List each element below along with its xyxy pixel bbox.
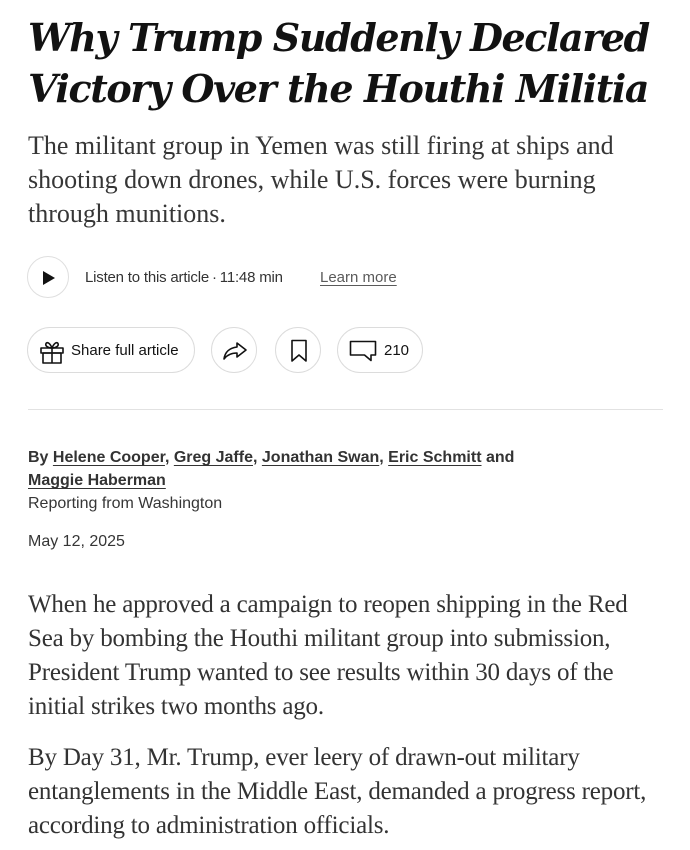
gift-icon [39,340,65,364]
comment-count: 210 [384,342,410,359]
bookmark-icon [290,339,308,363]
author-link[interactable]: Maggie Haberman [28,472,166,489]
comment-icon [349,340,377,362]
play-button[interactable] [27,256,69,298]
author-link[interactable]: Eric Schmitt [388,449,482,466]
author-link[interactable]: Jonathan Swan [261,449,380,466]
share-button[interactable] [211,327,257,373]
audio-duration: 11:48 min [219,269,283,286]
play-icon [42,270,56,286]
listen-label: Listen to this article [85,269,209,286]
save-button[interactable] [275,327,321,373]
article-paragraph: By Day 31, Mr. Trump, ever leery of drawn-out military entanglements in the Middle East, demanded a progress report, according to administration officials. [28,744,647,839]
listen-info [85,269,283,286]
comments-button[interactable] [337,327,423,373]
byline-conjunction: and [485,449,515,466]
article-toolbar [27,327,667,375]
learn-more-link[interactable]: Learn more [320,269,397,286]
audio-player [27,256,667,300]
byline-comma: , [379,449,384,466]
reporting-location: Reporting from Washington [28,495,223,512]
share-label: Share full article [71,342,179,359]
share-full-article-button[interactable] [27,327,195,373]
byline-comma: , [164,449,170,466]
publish-date: May 12, 2025 [28,533,125,550]
byline-prefix: By [28,449,49,466]
divider [28,409,663,410]
listen-separator: · [212,269,217,286]
article-summary: The militant group in Yemen was still firing at ships and shooting down drones, while U.S. forces were burning through munitions. [28,131,614,228]
article-paragraph: When he approved a campaign to reopen shipping in the Red Sea by bombing the Houthi militant group into submission, President Trump wanted to see results within 30 days of the initial strikes two months ago. [28,591,628,720]
author-link[interactable]: Greg Jaffe [173,449,253,466]
byline-comma: , [252,449,258,466]
forward-arrow-icon [222,340,248,362]
author-link[interactable]: Helene Cooper [52,449,165,466]
article-headline: Why Trump Suddenly Declared Victory Over the Houthi Militia [28,15,649,111]
byline [28,446,668,492]
